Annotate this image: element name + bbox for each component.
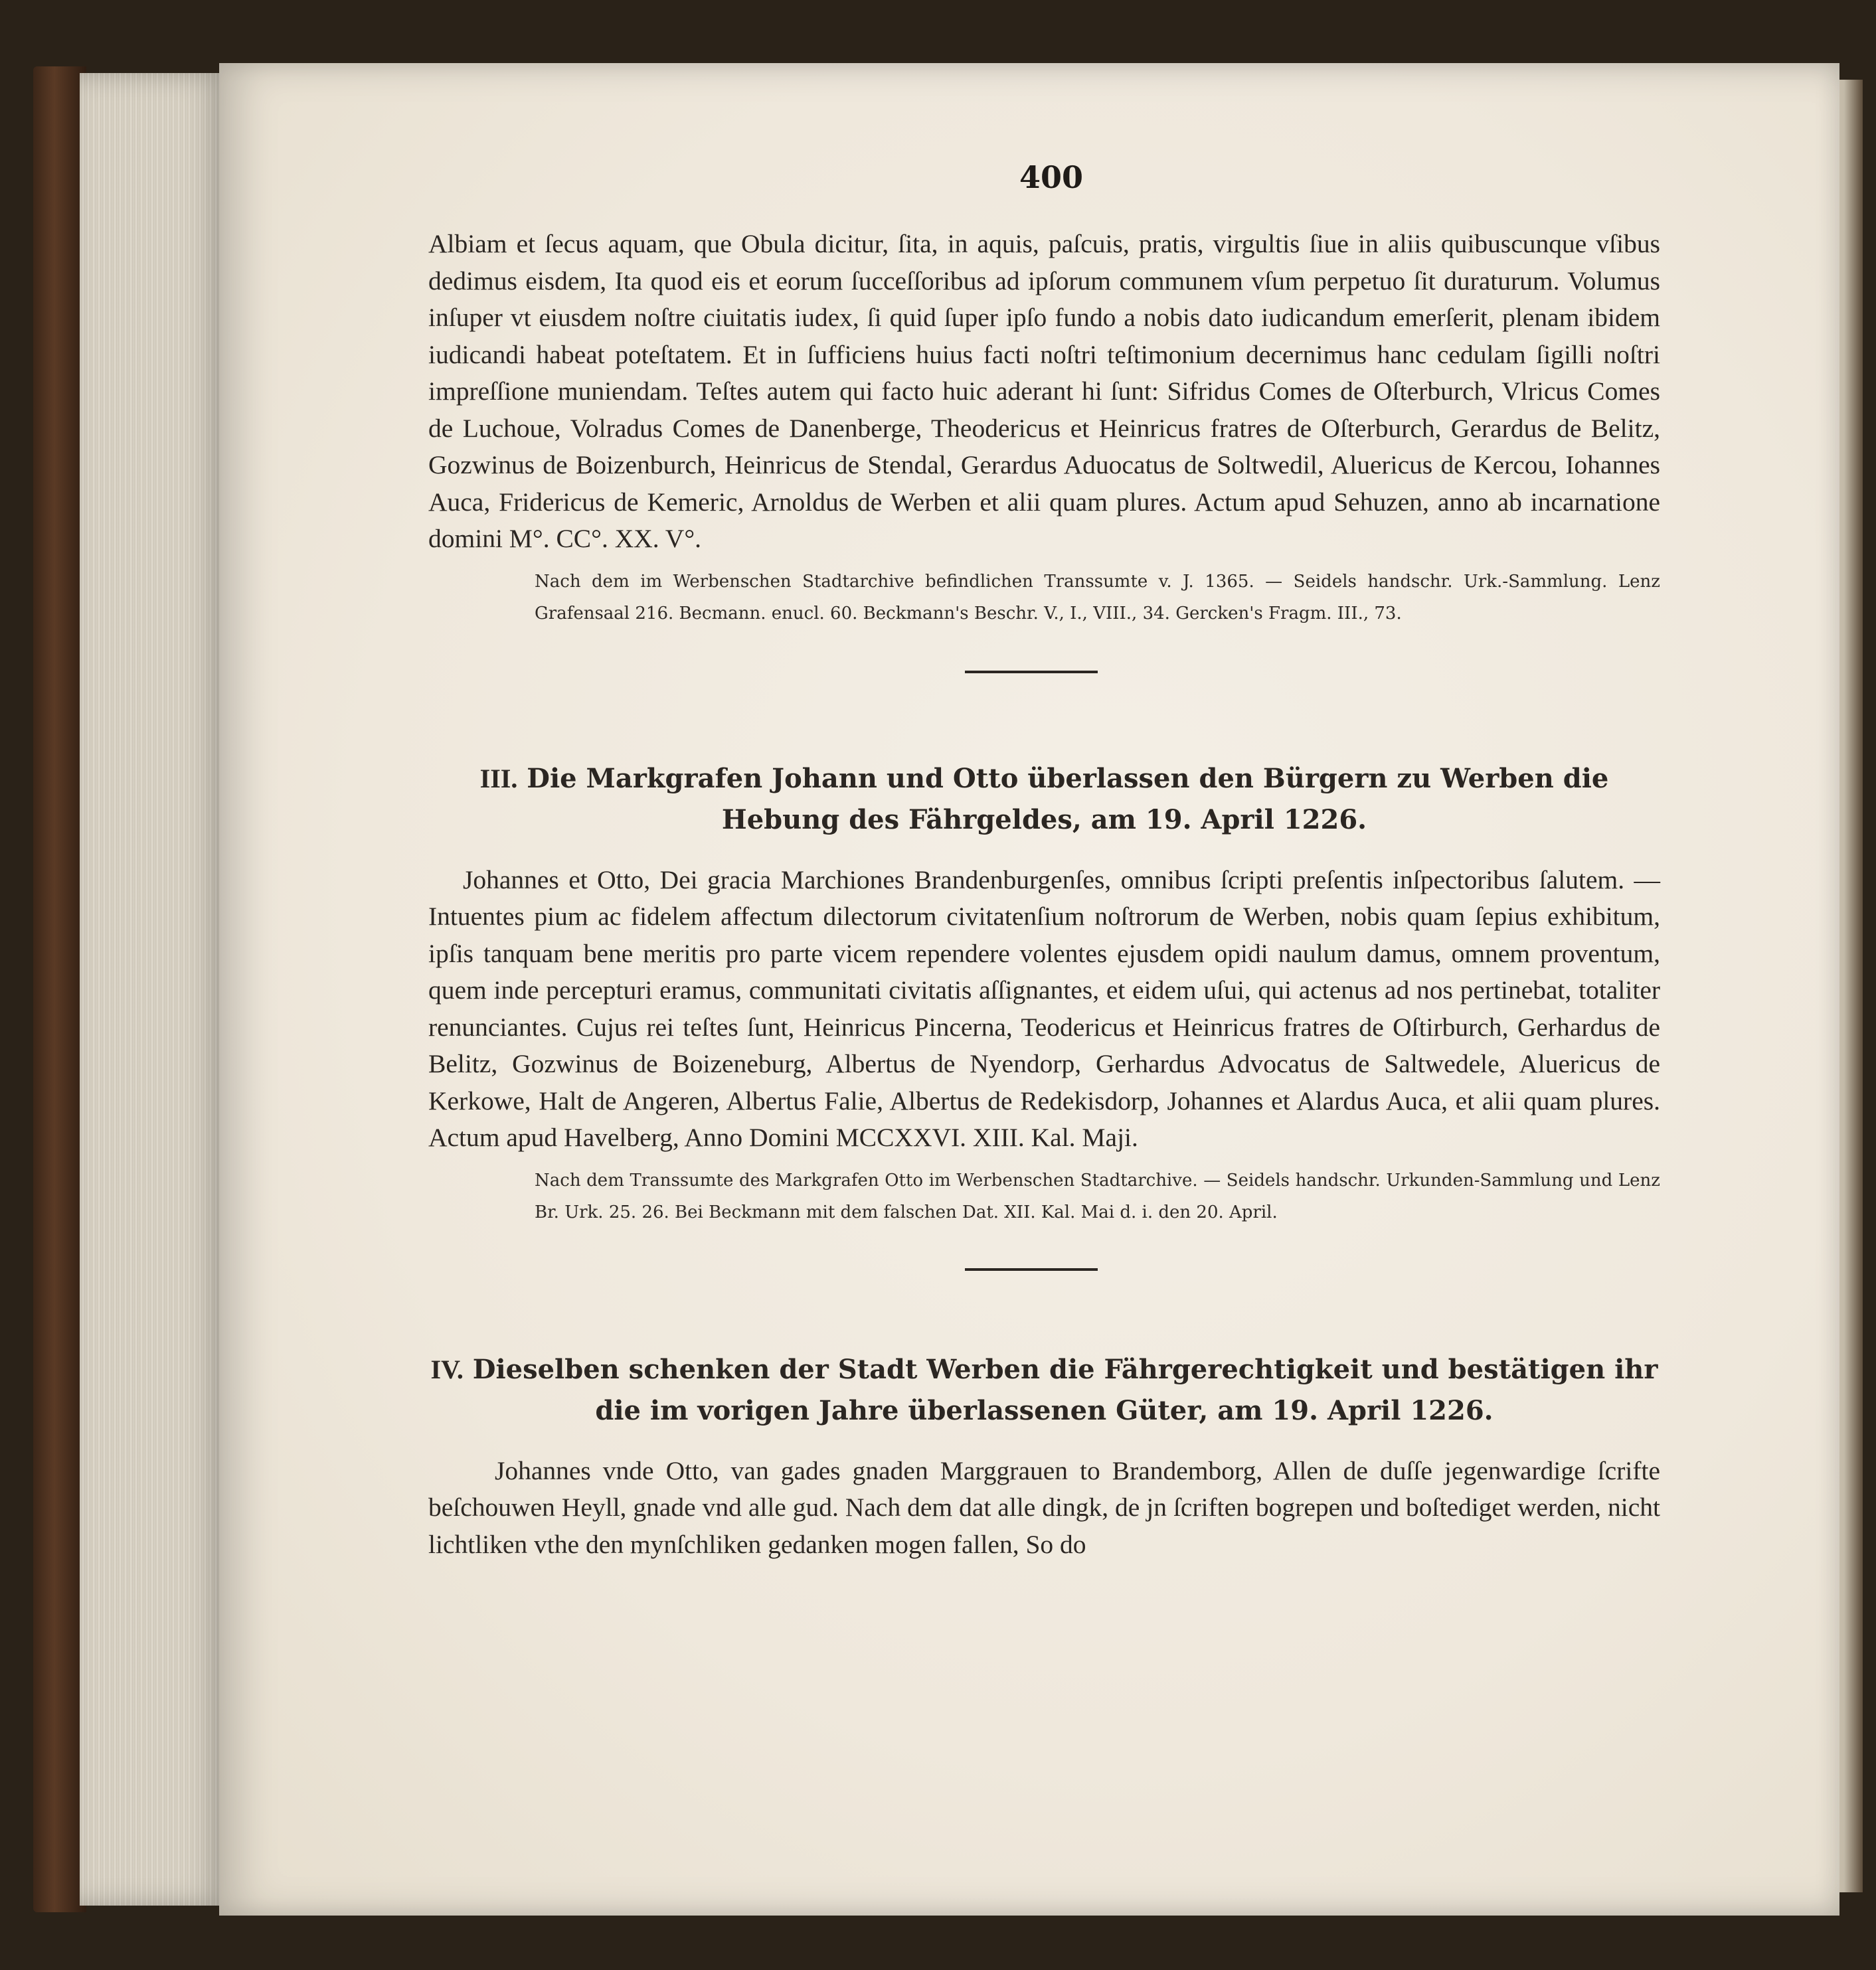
- section-divider: [965, 1268, 1098, 1271]
- section-iv-text: Johannes vnde Otto, van gades gnaden Marggrauen to Brandemborg, Allen de duſſe jegenwardige ſcrifte beſchouwen Heyll, gnade vnd alle gud. Nach dem dat alle dingk, de jn ſcriften bogrepen und boſtediget werden, nicht lichtliken vthe den mynſchliken gedanken mogen fallen, So do: [428, 1455, 1660, 1559]
- section-iii-source-note: Nach dem Transsumte des Markgrafen Otto im Werbenschen Stadtarchive. — Seidels handschr. Urkunden-Sammlung und Lenz Br. Urk. 25. 26. Bei Beckmann mit dem falschen Dat. XII. Kal. Mai d. i. den 20. April.: [535, 1170, 1660, 1222]
- section-iv-heading: [428, 1349, 1660, 1432]
- section-ii-text: Albiam et ſecus aquam, que Obula dicitur, ſita, in aquis, paſcuis, pratis, virgultis ſiue in aliis quibuscunque vſibus dedimus eisdem, Ita quod eis et eorum ſucceſſoribus ad ipſorum communem vſum perpetuo ſit duraturum. Volumus inſuper vt eiusdem noſtre ciuitatis iudex, ſi quid ſuper ipſo fundo a nobis dato iudicandum emerſerit, plenam ibidem iudicandi habeat poteſtatem. Et in ſufficiens huius facti noſtri teſtimonium decernimus hanc cedulam ſigilli noſtri impreſſione muniendam. Teſtes autem qui facto huic aderant hi ſunt: Sifridus Comes de Oſterburch, Vlricus Comes de Luchoue, Volradus Comes de Danenberge, Theodericus et Heinricus fratres de Oſterburch, Gerardus de Belitz, Gozwinus de Boizenburch, Heinricus de Stendal, Gerardus Aduocatus de Soltwedil, Aluericus de Kercou, Iohannes Auca, Fridericus de Kemeric, Arnoldus de Werben et alii quam plures. Actum apud Sehuzen, anno ab incarnatione domini M°. CC°. XX. V°.: [428, 229, 1660, 553]
- section-iii-title: Die Markgrafen Johann und Otto überlassen den Bürgern zu Werben die Hebung des Fährgeldes, am 19. April 1226.: [527, 762, 1609, 835]
- section-ii-source-note: Nach dem im Werbenschen Stadtarchive befindlichen Transsumte v. J. 1365. — Seidels handschr. Urk.-Sammlung. Lenz Grafensaal 216. Becmann. enucl. 60. Beckmann's Beschr. V., I., VIII., 34. Gercken's Fragm. III., 73.: [535, 571, 1660, 623]
- section-divider: [965, 671, 1098, 673]
- section-iv-number: IV.: [430, 1354, 464, 1384]
- section-iii-heading: [428, 758, 1660, 841]
- page-content: [428, 226, 1660, 1563]
- page-stack-edge: [80, 73, 226, 1906]
- section-iv-title: Dieselben schenken der Stadt Werben die Fährgerechtigkeit und bestätigen ihr die im vorigen Jahre überlassenen Güter, am 19. April 1226.: [472, 1353, 1658, 1426]
- book-cover-edge: [33, 66, 86, 1912]
- page-number: 400: [1019, 159, 1084, 195]
- section-iii-text: Johannes et Otto, Dei gracia Marchiones Brandenburgenſes, omnibus ſcripti preſentis inſpectoribus ſalutem. — Intuentes pium ac fidelem affectum dilectorum civitatenſium noſtrorum de Werben, nobis quam ſepius exhibitum, ipſis tanquam bene meritis pro parte vicem rependere volentes ejusdem opidi naulum damus, omnem proventum, quem inde percepturi eramus, communitati civitatis aſſignantes, et eidem uſui, qui actenus ad nos pertinebat, totaliter renunciantes. Cujus rei teſtes ſunt, Heinricus Pincerna, Teodericus et Heinricus fratres de Oſtirburch, Gerhardus de Belitz, Gozwinus de Boizeneburg, Albertus de Nyendorp, Gerhardus Advocatus de Saltwedele, Aluericus de Kerkowe, Halt de Angeren, Albertus Falie, Albertus de Redekisdorp, Johannes et Alardus Auca, et alii quam plures. Actum apud Havelberg, Anno Domini MCCXXVI. XIII. Kal. Maji.: [428, 864, 1660, 1152]
- section-iii-number: III.: [479, 763, 518, 793]
